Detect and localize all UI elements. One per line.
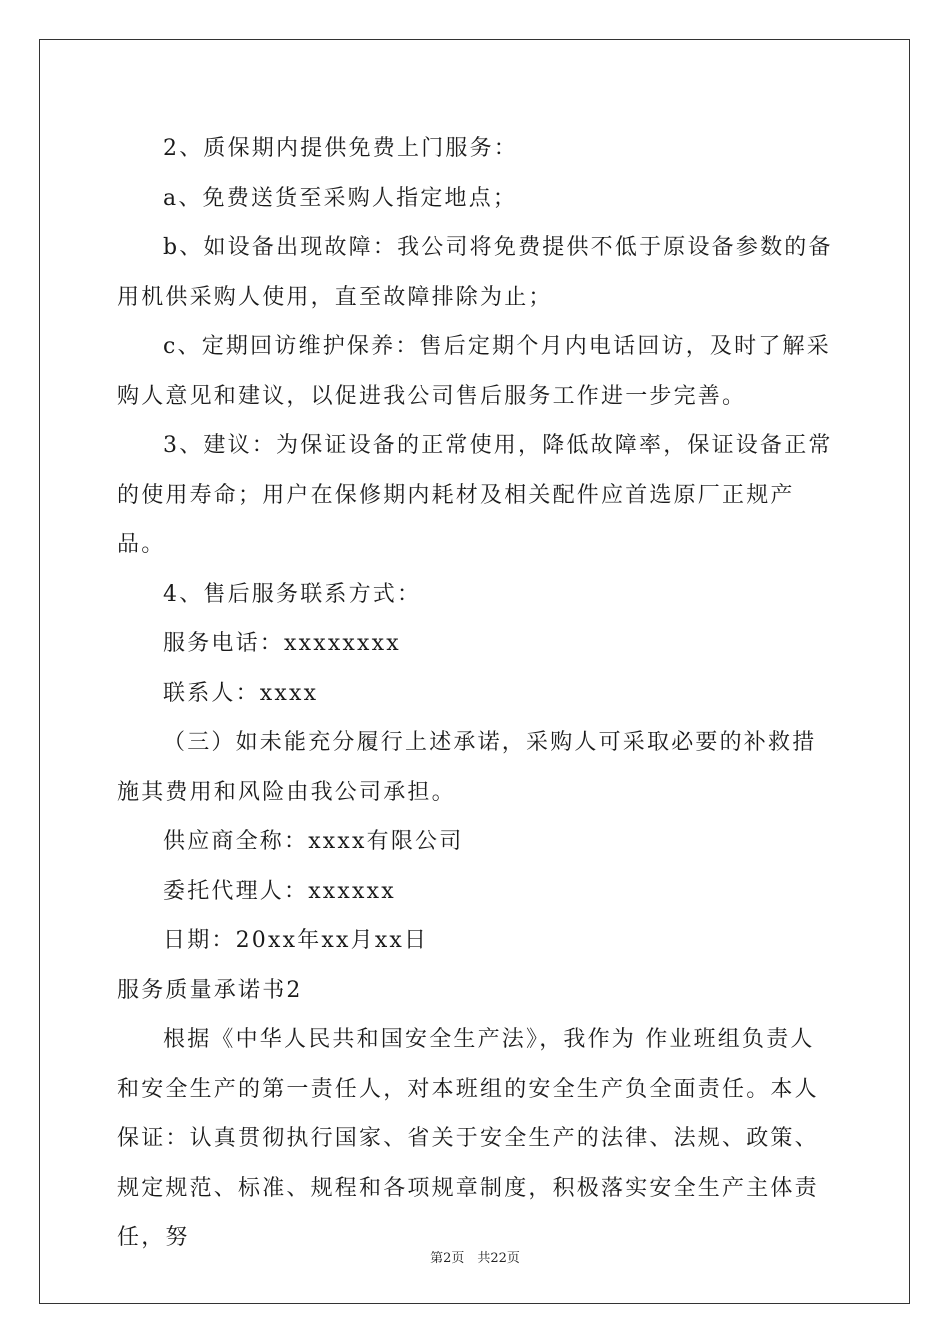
- paragraph: 委托代理人：xxxxxx: [163, 878, 396, 904]
- paragraph: a、免费送货至采购人指定地点；: [163, 185, 518, 211]
- section-heading: 服务质量承诺书2: [117, 977, 303, 1003]
- paragraph: 联系人：xxxx: [163, 680, 319, 706]
- paragraph: （三）如未能充分履行上述承诺，采购人可采取必要的补救措施其费用和风险由我公司承担。: [117, 730, 817, 805]
- page-number-footer: 第2页 共22页: [430, 1251, 520, 1266]
- paragraph: b、如设备出现故障：我公司将免费提供不低于原设备参数的备用机供采购人使用，直至故障排除为止；: [117, 235, 833, 310]
- paragraph: 供应商全称：xxxx有限公司: [163, 829, 464, 854]
- paragraph: 服务电话：xxxxxxxx: [163, 631, 401, 656]
- paragraph: 2、质保期内提供免费上门服务：: [163, 136, 518, 161]
- paragraph: 日期：20xx年xx月xx日: [163, 928, 429, 953]
- paragraph: 4、售后服务联系方式：: [163, 581, 422, 607]
- paragraph: c、定期回访维护保养：售后定期个月内电话回访，及时了解采购人意见和建议，以促进我公司售后服务工作进一步完善。: [117, 334, 831, 409]
- paragraph: 3、建议：为保证设备的正常使用，降低故障率，保证设备正常的使用寿命；用户在保修期内耗材及相关配件应首选原厂正规产品。: [117, 433, 833, 557]
- paragraph: 根据《中华人民共和国安全生产法》，我作为 作业班组负责人和安全生产的第一责任人，对本班组的安全生产负全面责任。本人保证：认真贯彻执行国家、省关于安全生产的法律、法规、政策、规定规范、标准、规程和各项规章制度，积极落实安全生产主体责任，努: [117, 1027, 819, 1250]
- document-body: [117, 124, 835, 1263]
